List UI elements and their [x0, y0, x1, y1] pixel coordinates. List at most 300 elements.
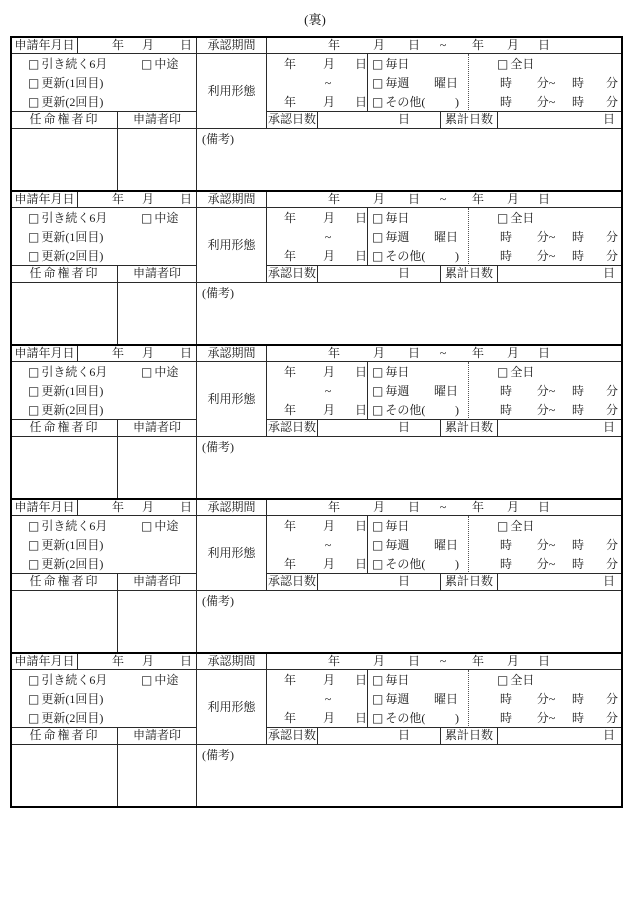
checkbox-icon[interactable]: □: [28, 76, 40, 90]
checkbox-icon[interactable]: □: [372, 249, 384, 263]
tilde-separator: ~: [324, 538, 332, 552]
approved-days-label: 承認日数: [267, 266, 318, 283]
checkbox-other[interactable]: [372, 403, 425, 417]
checkbox-daily[interactable]: [372, 57, 409, 71]
hour-label: 時: [571, 384, 585, 398]
checkbox-label: 毎日: [385, 211, 410, 225]
appointer-seal-box[interactable]: [12, 591, 118, 652]
checkbox-other[interactable]: [372, 557, 425, 571]
appointer-seal-box[interactable]: [12, 745, 118, 806]
checkbox-label: 全日: [510, 519, 535, 533]
checkbox-icon[interactable]: □: [28, 692, 40, 706]
cumulative-days-label: 累計日数: [441, 574, 498, 591]
checkbox-continue6[interactable]: [28, 365, 107, 379]
day-unit-label: 日: [602, 574, 615, 588]
approval-period-field[interactable]: [267, 38, 621, 54]
approval-period-field[interactable]: [267, 192, 621, 208]
usage-form-label: 利用形態: [197, 208, 267, 283]
checkbox-line: [28, 536, 196, 555]
checkbox-weekly[interactable]: [372, 230, 409, 244]
tilde-separator: ~: [439, 38, 447, 52]
checkbox-all-day[interactable]: [497, 363, 534, 382]
date-line: [267, 401, 367, 420]
year-label: 年: [327, 346, 341, 360]
checkbox-icon[interactable]: □: [28, 230, 40, 244]
day-label: 日: [354, 711, 368, 725]
checkbox-other[interactable]: [372, 711, 425, 725]
year-label: 年: [471, 654, 485, 668]
checkbox-icon[interactable]: □: [28, 95, 40, 109]
time-line: [469, 401, 621, 420]
checkbox-icon[interactable]: □: [372, 403, 384, 417]
hour-label: 時: [499, 230, 513, 244]
checkbox-weekly[interactable]: [372, 538, 409, 552]
appointer-seal-box[interactable]: [12, 283, 118, 344]
frequency-line: [372, 401, 468, 420]
cumulative-days-field[interactable]: [498, 574, 621, 591]
application-date-field[interactable]: [78, 654, 197, 670]
checkbox-label: 中途: [154, 519, 179, 533]
month-label: 月: [372, 346, 386, 360]
month-label: 月: [506, 192, 520, 206]
checkbox-label: 全日: [510, 57, 535, 71]
checkbox-icon[interactable]: □: [372, 230, 384, 244]
month-label: 月: [372, 192, 386, 206]
hour-label: 時: [499, 76, 513, 90]
minute-label: 分: [605, 76, 618, 90]
cumulative-days-field[interactable]: [498, 112, 621, 129]
minute-tilde-label: 分~: [536, 711, 556, 725]
minute-label: 分: [605, 538, 618, 552]
approval-form-table: [10, 36, 623, 808]
hour-label: 時: [571, 249, 585, 263]
usage-period-field[interactable]: [267, 362, 368, 420]
applicant-seal-box[interactable]: [118, 437, 197, 498]
appointer-seal-label: 任命権者印: [12, 728, 118, 745]
application-date-label: 申請年月日: [12, 38, 78, 54]
checkbox-label: その他(: [385, 557, 426, 571]
month-label: 月: [322, 211, 336, 225]
application-type-area: [12, 670, 197, 728]
time-line: [469, 228, 621, 247]
remarks-label: (備考): [202, 594, 234, 608]
time-line: [469, 93, 621, 112]
checkbox-icon[interactable]: □: [28, 519, 40, 533]
usage-period-field[interactable]: [267, 516, 368, 574]
checkbox-icon[interactable]: □: [372, 365, 384, 379]
day-label: 日: [537, 192, 551, 206]
minute-label: 分: [605, 384, 618, 398]
checkbox-label: その他(: [385, 95, 426, 109]
usage-time-area: [469, 516, 621, 574]
year-label: 年: [111, 192, 125, 206]
remarks-area[interactable]: [197, 591, 621, 652]
usage-form-label: 利用形態: [197, 516, 267, 591]
checkbox-continue6[interactable]: [28, 519, 107, 533]
checkbox-icon[interactable]: □: [141, 365, 153, 379]
day-label: 日: [179, 192, 193, 206]
usage-period-field[interactable]: [267, 54, 368, 112]
checkbox-all-day[interactable]: [497, 209, 534, 228]
day-label: 日: [537, 654, 551, 668]
frequency-line: [372, 209, 468, 228]
checkbox-line: [28, 401, 196, 420]
checkbox-renewal1[interactable]: [28, 76, 103, 90]
day-label: 日: [407, 192, 421, 206]
remarks-area[interactable]: [197, 283, 621, 344]
day-label: 日: [354, 95, 368, 109]
minute-tilde-label: 分~: [536, 76, 556, 90]
remarks-area[interactable]: [197, 437, 621, 498]
checkbox-daily[interactable]: [372, 673, 409, 687]
application-type-area: [12, 516, 197, 574]
checkbox-renewal2[interactable]: [28, 711, 103, 725]
usage-period-field[interactable]: [267, 670, 368, 728]
application-date-label: 申請年月日: [12, 346, 78, 362]
checkbox-icon[interactable]: □: [372, 95, 384, 109]
checkbox-icon[interactable]: □: [497, 211, 509, 225]
application-date-label: 申請年月日: [12, 500, 78, 516]
approval-period-label: 承認期間: [197, 654, 267, 670]
year-label: 年: [283, 711, 297, 725]
checkbox-label: 更新(2回目): [41, 711, 104, 725]
frequency-line: [372, 536, 468, 555]
cumulative-days-field[interactable]: [498, 266, 621, 283]
checkbox-icon[interactable]: □: [28, 403, 40, 417]
checkbox-label: 更新(2回目): [41, 249, 104, 263]
approved-days-field[interactable]: [318, 112, 441, 129]
checkbox-renewal1[interactable]: [28, 384, 103, 398]
checkbox-label: 毎日: [385, 519, 410, 533]
checkbox-midway[interactable]: [141, 517, 178, 536]
time-line: [469, 536, 621, 555]
checkbox-label: 毎週: [385, 230, 410, 244]
usage-time-area: [469, 208, 621, 266]
usage-frequency-area: [368, 516, 469, 574]
month-label: 月: [141, 192, 155, 206]
checkbox-icon[interactable]: □: [372, 557, 384, 571]
cumulative-days-field[interactable]: [498, 728, 621, 745]
frequency-line: [372, 247, 468, 266]
application-date-label: 申請年月日: [12, 654, 78, 670]
form-block: [12, 346, 621, 500]
day-label: 日: [407, 346, 421, 360]
appointer-seal-box[interactable]: [12, 437, 118, 498]
checkbox-icon[interactable]: □: [372, 673, 384, 687]
approved-days-label: 承認日数: [267, 112, 318, 129]
date-line: [267, 55, 367, 74]
applicant-seal-box[interactable]: [118, 591, 197, 652]
minute-tilde-label: 分~: [536, 692, 556, 706]
frequency-line: [372, 363, 468, 382]
checkbox-all-day[interactable]: [497, 55, 534, 74]
year-label: 年: [283, 673, 297, 687]
checkbox-icon[interactable]: □: [28, 57, 40, 71]
date-line: [267, 709, 367, 728]
usage-time-area: [469, 362, 621, 420]
checkbox-continue6[interactable]: [28, 673, 107, 687]
checkbox-icon[interactable]: □: [28, 538, 40, 552]
approved-days-label: 承認日数: [267, 574, 318, 591]
checkbox-label: 引き続く6月: [41, 673, 108, 687]
checkbox-renewal1[interactable]: [28, 230, 103, 244]
checkbox-label: 引き続く6月: [41, 211, 108, 225]
remarks-label: (備考): [202, 286, 234, 300]
usage-frequency-area: [368, 362, 469, 420]
application-date-field[interactable]: [78, 500, 197, 516]
checkbox-line: [28, 671, 196, 690]
frequency-line: [372, 74, 468, 93]
cumulative-days-field[interactable]: [498, 420, 621, 437]
checkbox-icon[interactable]: □: [497, 673, 509, 687]
checkbox-other[interactable]: [372, 95, 425, 109]
checkbox-line: [28, 690, 196, 709]
checkbox-icon[interactable]: □: [141, 57, 153, 71]
checkbox-icon[interactable]: □: [497, 519, 509, 533]
other-close-paren: ): [455, 403, 459, 417]
checkbox-icon[interactable]: □: [141, 673, 153, 687]
minute-tilde-label: 分~: [536, 403, 556, 417]
checkbox-label: 全日: [510, 365, 535, 379]
checkbox-icon[interactable]: □: [28, 365, 40, 379]
date-line: [267, 382, 367, 401]
checkbox-other[interactable]: [372, 249, 425, 263]
remarks-area[interactable]: [197, 129, 621, 190]
month-label: 月: [322, 519, 336, 533]
year-label: 年: [111, 654, 125, 668]
checkbox-label: その他(: [385, 249, 426, 263]
checkbox-renewal2[interactable]: [28, 95, 103, 109]
form-block: [12, 192, 621, 346]
checkbox-midway[interactable]: [141, 671, 178, 690]
hour-label: 時: [499, 692, 513, 706]
hour-label: 時: [571, 557, 585, 571]
time-line: [469, 247, 621, 266]
checkbox-icon[interactable]: □: [28, 249, 40, 263]
usage-time-area: [469, 54, 621, 112]
checkbox-weekly[interactable]: [372, 692, 409, 706]
checkbox-label: 更新(1回目): [41, 538, 104, 552]
usage-frequency-area: [368, 54, 469, 112]
checkbox-icon[interactable]: □: [372, 538, 384, 552]
remarks-label: (備考): [202, 748, 234, 762]
month-label: 月: [372, 38, 386, 52]
minute-tilde-label: 分~: [536, 230, 556, 244]
approval-period-label: 承認期間: [197, 38, 267, 54]
other-close-paren: ): [455, 557, 459, 571]
tilde-separator: ~: [324, 230, 332, 244]
applicant-seal-box[interactable]: [118, 129, 197, 190]
checkbox-weekly[interactable]: [372, 384, 409, 398]
checkbox-daily[interactable]: [372, 519, 409, 533]
day-unit-label: 日: [397, 112, 410, 126]
approved-days-field[interactable]: [318, 574, 441, 591]
applicant-seal-box[interactable]: [118, 283, 197, 344]
approval-period-field[interactable]: [267, 500, 621, 516]
day-label: 日: [537, 500, 551, 514]
checkbox-icon[interactable]: □: [141, 211, 153, 225]
month-label: 月: [372, 500, 386, 514]
date-line: [267, 536, 367, 555]
day-label: 日: [537, 346, 551, 360]
time-line: [469, 671, 621, 690]
checkbox-renewal1[interactable]: [28, 538, 103, 552]
checkbox-icon[interactable]: □: [372, 57, 384, 71]
checkbox-icon[interactable]: □: [28, 384, 40, 398]
month-label: 月: [372, 654, 386, 668]
applicant-seal-label: 申請者印: [118, 574, 197, 591]
appointer-seal-label: 任命権者印: [12, 574, 118, 591]
minute-label: 分: [605, 557, 618, 571]
applicant-seal-label: 申請者印: [118, 420, 197, 437]
remarks-area[interactable]: [197, 745, 621, 806]
checkbox-icon[interactable]: □: [497, 365, 509, 379]
application-date-field[interactable]: [78, 192, 197, 208]
checkbox-line: [28, 709, 196, 728]
checkbox-renewal1[interactable]: [28, 692, 103, 706]
year-label: 年: [283, 57, 297, 71]
appointer-seal-box[interactable]: [12, 129, 118, 190]
month-label: 月: [141, 654, 155, 668]
checkbox-icon[interactable]: □: [141, 519, 153, 533]
checkbox-label: 毎日: [385, 365, 410, 379]
tilde-separator: ~: [439, 654, 447, 668]
day-label: 日: [179, 346, 193, 360]
checkbox-daily[interactable]: [372, 365, 409, 379]
checkbox-icon[interactable]: □: [372, 76, 384, 90]
application-date-field[interactable]: [78, 346, 197, 362]
checkbox-icon[interactable]: □: [372, 711, 384, 725]
weekday-label: 曜日: [433, 538, 458, 552]
time-line: [469, 55, 621, 74]
day-label: 日: [179, 654, 193, 668]
remarks-label: (備考): [202, 440, 234, 454]
applicant-seal-box[interactable]: [118, 745, 197, 806]
usage-form-label: 利用形態: [197, 670, 267, 745]
month-label: 月: [322, 673, 336, 687]
hour-label: 時: [499, 711, 513, 725]
year-label: 年: [327, 192, 341, 206]
day-label: 日: [354, 673, 368, 687]
weekday-label: 曜日: [433, 76, 458, 90]
approval-period-field[interactable]: [267, 346, 621, 362]
date-line: [267, 690, 367, 709]
day-label: 日: [354, 211, 368, 225]
month-label: 月: [322, 57, 336, 71]
minute-tilde-label: 分~: [536, 249, 556, 263]
checkbox-continue6[interactable]: [28, 211, 107, 225]
usage-period-field[interactable]: [267, 208, 368, 266]
frequency-line: [372, 709, 468, 728]
remarks-label: (備考): [202, 132, 234, 146]
day-unit-label: 日: [602, 266, 615, 280]
month-label: 月: [141, 346, 155, 360]
weekday-label: 曜日: [433, 384, 458, 398]
checkbox-icon[interactable]: □: [372, 692, 384, 706]
checkbox-icon[interactable]: □: [28, 711, 40, 725]
year-label: 年: [327, 654, 341, 668]
day-label: 日: [407, 654, 421, 668]
checkbox-icon[interactable]: □: [28, 557, 40, 571]
checkbox-label: 中途: [154, 673, 179, 687]
year-label: 年: [283, 557, 297, 571]
time-line: [469, 709, 621, 728]
frequency-line: [372, 671, 468, 690]
day-unit-label: 日: [602, 420, 615, 434]
time-line: [469, 690, 621, 709]
day-label: 日: [407, 500, 421, 514]
checkbox-label: 中途: [154, 211, 179, 225]
checkbox-icon[interactable]: □: [497, 57, 509, 71]
checkbox-label: 更新(1回目): [41, 76, 104, 90]
year-label: 年: [111, 38, 125, 52]
year-label: 年: [283, 403, 297, 417]
day-label: 日: [354, 557, 368, 571]
checkbox-icon[interactable]: □: [372, 211, 384, 225]
form-block: [12, 500, 621, 654]
checkbox-label: 毎日: [385, 673, 410, 687]
checkbox-icon[interactable]: □: [28, 211, 40, 225]
approved-days-field[interactable]: [318, 266, 441, 283]
checkbox-icon[interactable]: □: [28, 673, 40, 687]
month-label: 月: [506, 38, 520, 52]
month-label: 月: [506, 654, 520, 668]
applicant-seal-label: 申請者印: [118, 266, 197, 283]
checkbox-midway[interactable]: [141, 363, 178, 382]
checkbox-daily[interactable]: [372, 211, 409, 225]
year-label: 年: [327, 38, 341, 52]
application-date-field[interactable]: [78, 38, 197, 54]
checkbox-line: [28, 555, 196, 574]
checkbox-midway[interactable]: [141, 209, 178, 228]
date-line: [267, 671, 367, 690]
time-line: [469, 517, 621, 536]
approved-days-field[interactable]: [318, 728, 441, 745]
checkbox-all-day[interactable]: [497, 671, 534, 690]
checkbox-label: その他(: [385, 403, 426, 417]
form-block: [12, 654, 621, 806]
approval-period-label: 承認期間: [197, 192, 267, 208]
year-label: 年: [283, 211, 297, 225]
approved-days-label: 承認日数: [267, 420, 318, 437]
application-type-area: [12, 362, 197, 420]
approval-period-label: 承認期間: [197, 346, 267, 362]
cumulative-days-label: 累計日数: [441, 728, 498, 745]
checkbox-renewal2[interactable]: [28, 557, 103, 571]
day-label: 日: [179, 38, 193, 52]
checkbox-continue6[interactable]: [28, 57, 107, 71]
month-label: 月: [322, 249, 336, 263]
checkbox-midway[interactable]: [141, 55, 178, 74]
tilde-separator: ~: [324, 76, 332, 90]
date-line: [267, 555, 367, 574]
checkbox-label: 更新(1回目): [41, 692, 104, 706]
checkbox-label: 更新(2回目): [41, 557, 104, 571]
checkbox-icon[interactable]: □: [372, 384, 384, 398]
day-label: 日: [407, 38, 421, 52]
checkbox-icon[interactable]: □: [372, 519, 384, 533]
date-line: [267, 363, 367, 382]
approved-days-field[interactable]: [318, 420, 441, 437]
hour-label: 時: [571, 711, 585, 725]
checkbox-all-day[interactable]: [497, 517, 534, 536]
checkbox-weekly[interactable]: [372, 76, 409, 90]
cumulative-days-label: 累計日数: [441, 112, 498, 129]
checkbox-renewal2[interactable]: [28, 403, 103, 417]
checkbox-renewal2[interactable]: [28, 249, 103, 263]
approval-period-field[interactable]: [267, 654, 621, 670]
minute-tilde-label: 分~: [536, 95, 556, 109]
